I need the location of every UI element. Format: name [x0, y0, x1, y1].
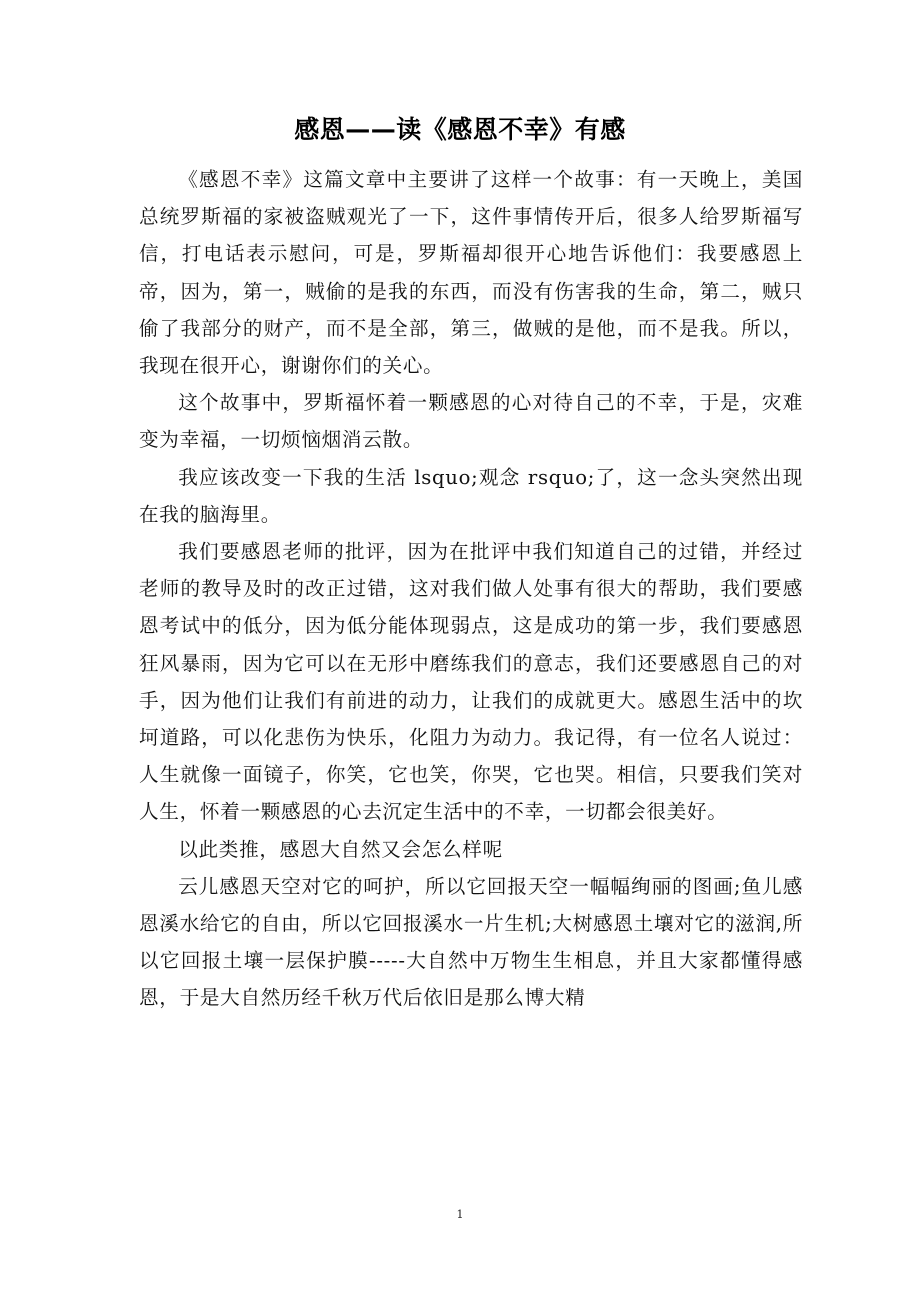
document-title: 感恩——读《感恩不幸》有感: [294, 115, 626, 144]
paragraph-roosevelt-attitude: 这个故事中，罗斯福怀着一颗感恩的心对待自己的不幸，于是，灾难变为幸福，一切烦恼烟消云散。: [139, 391, 803, 452]
paragraph-nature-question: 以此类推，感恩大自然又会怎么样呢: [178, 837, 503, 861]
page-number: 1: [456, 1208, 464, 1221]
paragraph-change-mindset: 我应该改变一下我的生活 lsquo;观念 rsquo;了，这一念头突然出现在我的脑海里。: [139, 465, 803, 526]
paragraph-nature-gratitude: 云儿感恩天空对它的呵护，所以它回报天空一幅幅绚丽的图画;鱼儿感恩溪水给它的自由，所以它回报溪水一片生机;大树感恩土壤对它的滋润,所以它回报土壤一层保护膜-----大自然中万物生生相息，并且大家都懂得感恩，于是大自然历经千秋万代后依旧是那么博大精: [139, 874, 803, 1010]
paragraph-gratitude-life: 我们要感恩老师的批评，因为在批评中我们知道自己的过错，并经过老师的教导及时的改正过错，这对我们做人处事有很大的帮助，我们要感恩考试中的低分，因为低分能体现弱点，这是成功的第一步，我们要感恩狂风暴雨，因为它可以在无形中磨练我们的意志，我们还要感恩自己的对手，因为他们让我们有前进的动力，让我们的成就更大。感恩生活中的坎坷道路，可以化悲伤为快乐，化阻力为动力。我记得，有一位名人说过：人生就像一面镜子，你笑，它也笑，你哭，它也哭。相信，只要我们笑对人生，怀着一颗感恩的心去沉定生活中的不幸，一切都会很美好。: [139, 540, 803, 824]
paragraph-story: 《感恩不幸》这篇文章中主要讲了这样一个故事：有一天晚上，美国总统罗斯福的家被盗贼观光了一下，这件事情传开后，很多人给罗斯福写信，打电话表示慰问，可是，罗斯福却很开心地告诉他们：我要感恩上帝，因为，第一，贼偷的是我的东西，而没有伤害我的生命，第二，贼只偷了我部分的财产，而不是全部，第三，做贼的是他，而不是我。所以，我现在很开心，谢谢你们的关心。: [139, 168, 803, 378]
document-body: [139, 161, 803, 1017]
